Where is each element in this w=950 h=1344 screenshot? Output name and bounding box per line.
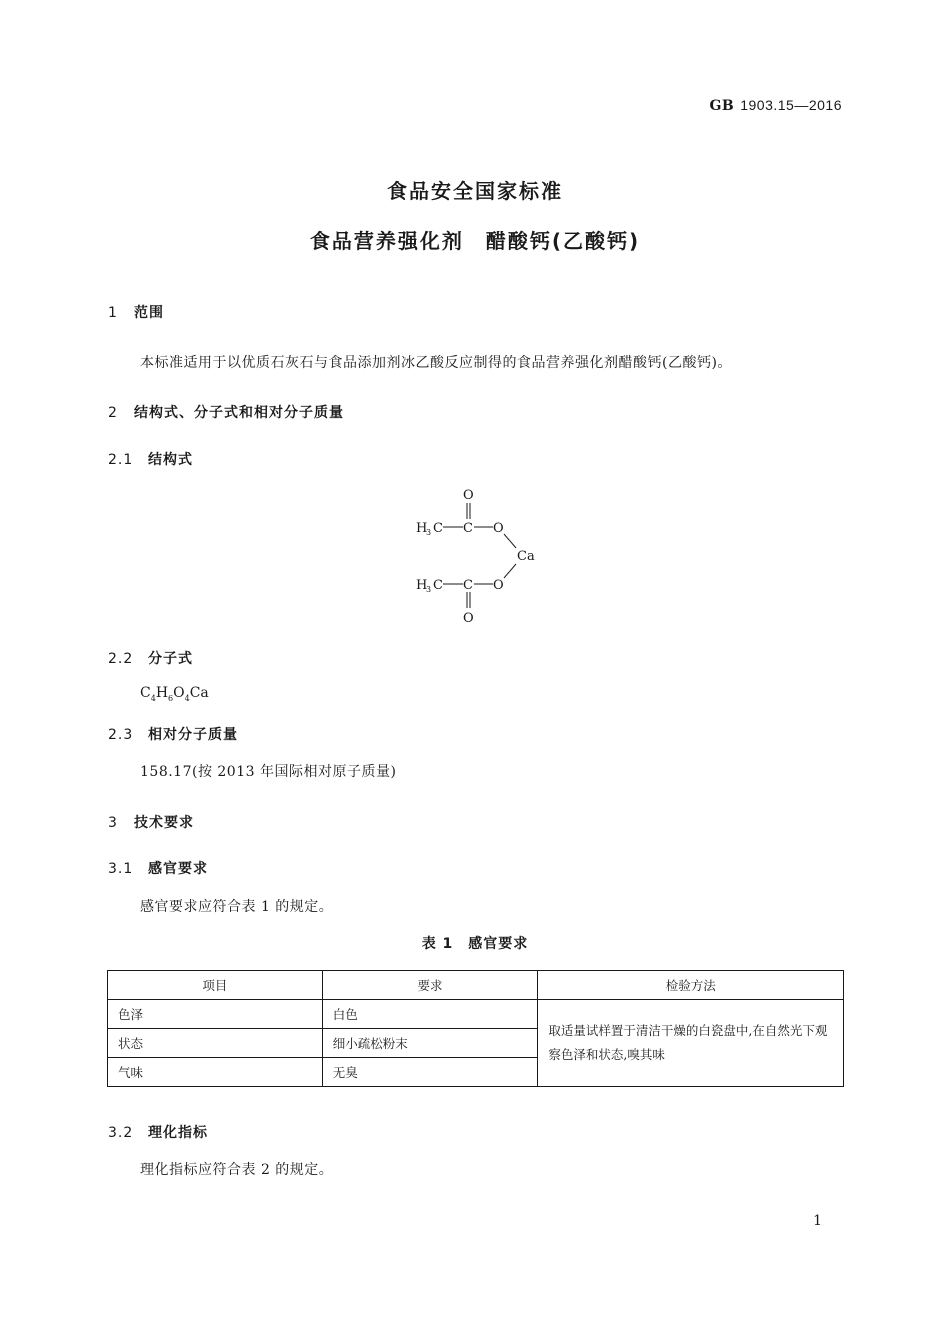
carbonyl-oxygen-bottom: O [463, 611, 474, 626]
formula-element: H [155, 685, 169, 701]
table-cell-method: 取适量试样置于清洁干燥的白瓷盘中,在自然光下观察色泽和状态,嗅其味 [538, 1000, 844, 1087]
section-3-2-text: 理化指标应符合表 2 的规定。 [140, 1162, 334, 1178]
carbon-bottom: C [463, 578, 473, 593]
table-header-cell: 检验方法 [538, 971, 844, 1000]
section-3-heading [108, 812, 194, 832]
methyl-subscript-top: 3 [426, 528, 432, 537]
table-cell-requirement: 无臭 [322, 1058, 538, 1087]
carbonyl-oxygen-top: O [463, 488, 474, 503]
standard-number: 1903.15—2016 [740, 97, 842, 113]
page-number: 1 [813, 1213, 822, 1229]
methyl-h-top: H [416, 521, 428, 536]
section-number: 2 [108, 405, 118, 421]
document-subtitle: 食品营养强化剂 醋酸钙(乙酸钙) [309, 229, 641, 253]
standard-code [709, 97, 842, 114]
table-row [108, 1000, 844, 1029]
oxygen-bottom: O [493, 578, 504, 593]
section-title: 感官要求 [148, 861, 208, 877]
section-title: 理化指标 [148, 1125, 208, 1141]
table-caption: 表 1 感官要求 [421, 936, 529, 952]
formula-element: O [173, 685, 185, 701]
methyl-h-bottom: H [416, 578, 428, 593]
formula-subscript: 4 [150, 693, 156, 703]
sensory-requirements-table [107, 970, 844, 1087]
section-title: 相对分子质量 [148, 727, 238, 743]
formula-subscript: 4 [184, 693, 190, 703]
ionic-bond-line [504, 564, 516, 578]
table-cell-item: 状态 [108, 1029, 323, 1058]
oxygen-top: O [493, 521, 504, 536]
methyl-c-top: C [433, 521, 443, 536]
methyl-c-bottom: C [433, 578, 443, 593]
section-number: 2.1 [108, 452, 134, 468]
section-2-2-heading [108, 648, 193, 668]
section-2-heading [108, 402, 344, 422]
calcium-atom: Ca [517, 549, 535, 564]
section-2-1-heading [108, 449, 193, 469]
section-number: 1 [108, 305, 118, 321]
table-header-cell: 项目 [108, 971, 323, 1000]
formula-subscript: 6 [168, 693, 174, 703]
standard-prefix: GB [709, 98, 735, 114]
section-3-2-heading [108, 1122, 208, 1142]
molecular-weight-text: 158.17(按 2013 年国际相对原子质量) [140, 764, 397, 780]
section-number: 3 [108, 815, 118, 831]
section-title: 结构式 [148, 452, 193, 468]
section-number: 2.2 [108, 651, 134, 667]
section-number: 3.2 [108, 1125, 134, 1141]
structural-formula [400, 482, 560, 628]
section-1-heading [108, 302, 164, 322]
methyl-subscript-bottom: 3 [426, 585, 432, 594]
table-cell-item: 气味 [108, 1058, 323, 1087]
table-cell-item: 色泽 [108, 1000, 323, 1029]
table-cell-requirement: 细小疏松粉末 [322, 1029, 538, 1058]
section-3-1-text: 感官要求应符合表 1 的规定。 [140, 899, 334, 915]
section-1-text: 本标准适用于以优质石灰石与食品添加剂冰乙酸反应制得的食品营养强化剂醋酸钙(乙酸钙)。 [140, 355, 732, 371]
carbon-top: C [463, 521, 473, 536]
section-number: 3.1 [108, 861, 134, 877]
section-2-3-heading [108, 724, 238, 744]
formula-element: C [140, 685, 151, 701]
document-title: 食品安全国家标准 [387, 179, 563, 203]
table-header-cell: 要求 [322, 971, 538, 1000]
section-title: 范围 [134, 305, 164, 321]
section-title: 分子式 [148, 651, 193, 667]
section-3-1-heading [108, 858, 208, 878]
section-number: 2.3 [108, 727, 134, 743]
molecular-formula [140, 685, 209, 703]
section-title: 结构式、分子式和相对分子质量 [134, 405, 344, 421]
ionic-bond-line [504, 534, 516, 548]
formula-element: Ca [189, 685, 209, 701]
table-cell-requirement: 白色 [322, 1000, 538, 1029]
table-header-row [108, 971, 844, 1000]
section-title: 技术要求 [134, 815, 194, 831]
